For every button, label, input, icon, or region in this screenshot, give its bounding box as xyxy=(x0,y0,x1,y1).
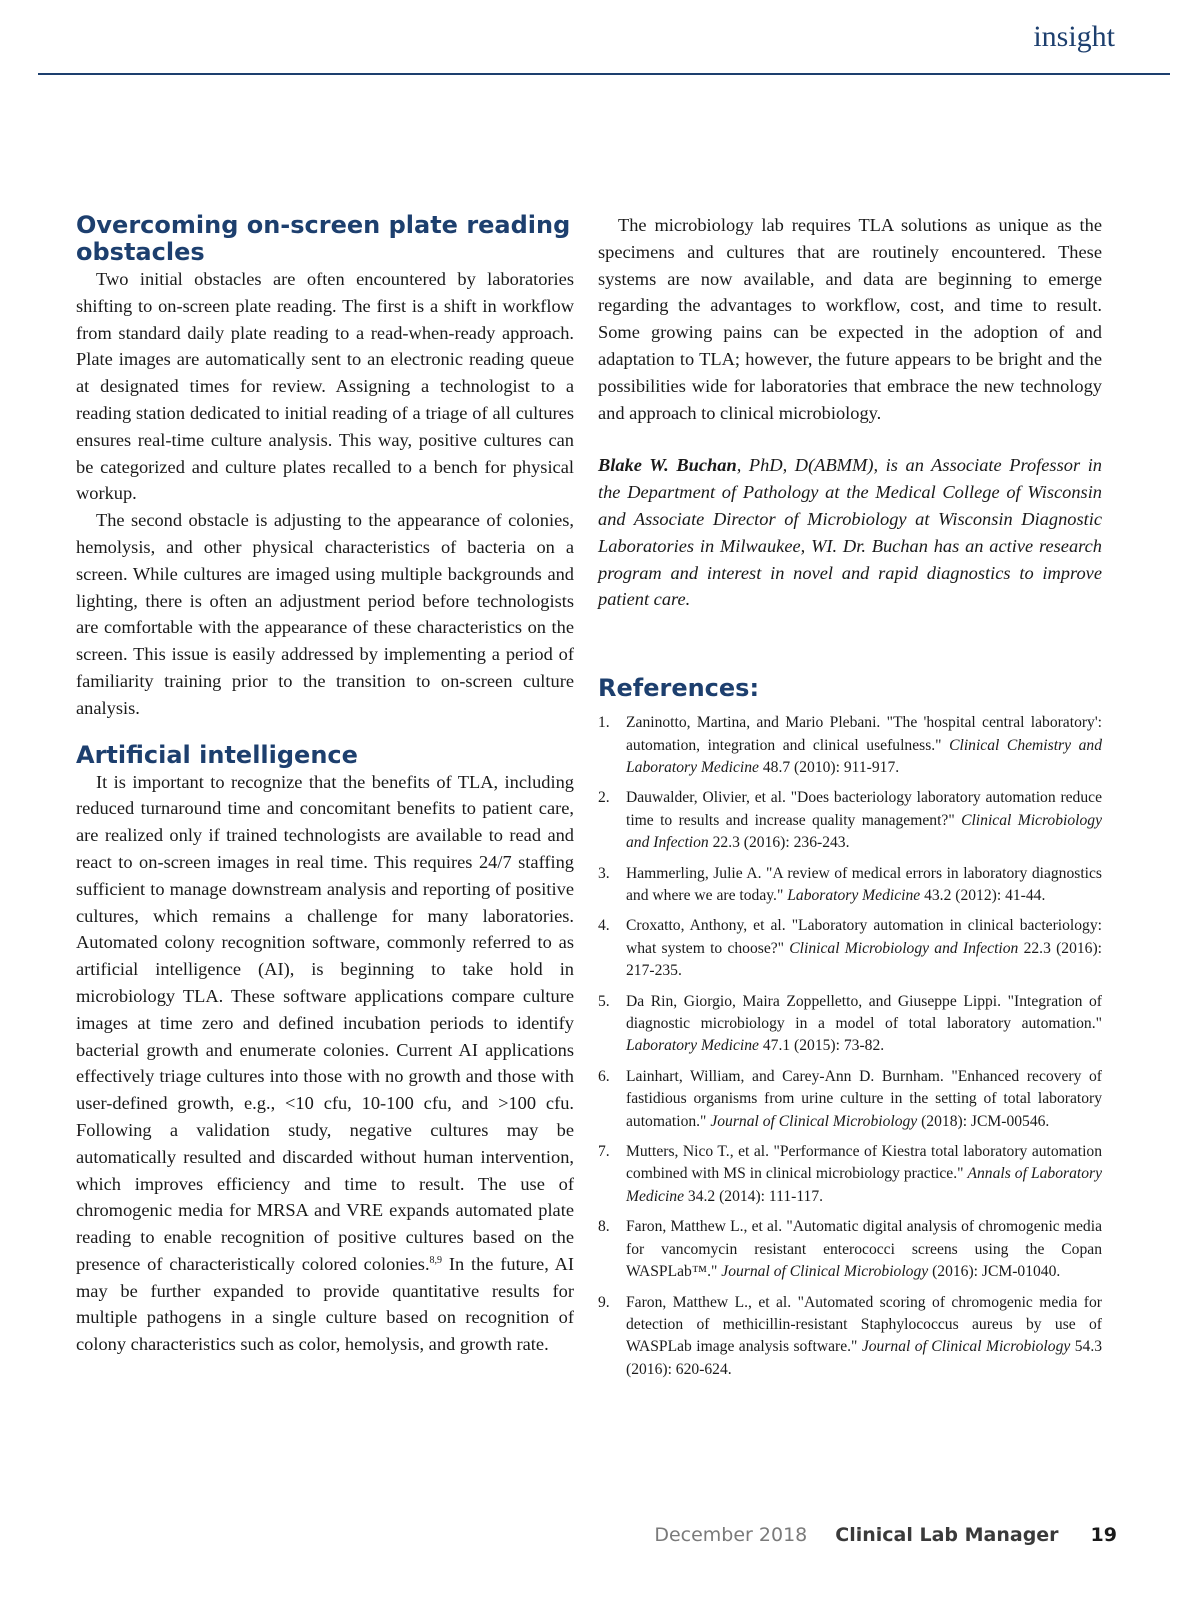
reference-text: Hammerling, Julie A. "A review of medical errors in laboratory diagnostics and where we are today." xyxy=(626,864,1102,904)
reference-journal: Laboratory Medicine xyxy=(626,1037,759,1055)
reference-number: 2. xyxy=(598,789,610,807)
reference-journal: Journal of Clinical Microbiology xyxy=(861,1338,1071,1356)
reference-number: 3. xyxy=(598,864,610,882)
reference-number: 9. xyxy=(598,1293,610,1311)
reference-details: 22.3 (2016): 236-243. xyxy=(708,834,850,852)
reference-details: 43.2 (2012): 41-44. xyxy=(920,887,1046,904)
reference-journal: Journal of Clinical Microbiology xyxy=(721,1263,929,1281)
reference-details: 22.3 (2016): 217-235. xyxy=(626,939,1102,980)
reference-item xyxy=(598,1292,1102,1382)
reference-number: 7. xyxy=(598,1143,610,1161)
reference-journal: Journal of Clinical Microbiology xyxy=(710,1112,918,1130)
reference-text: Mutters, Nico T., et al. "Performance of Kiestra total laboratory automation combined with MS in clinical microbiology practice." xyxy=(626,1143,1102,1183)
reference-text: Croxatto, Anthony, et al. "Laboratory automation in clinical bacteriology: what system to choose?" xyxy=(626,917,1102,957)
reference-details: 48.7 (2010): 911-917. xyxy=(758,758,900,776)
left-column xyxy=(76,212,574,1358)
reference-item xyxy=(598,915,1102,982)
reference-details: 54.3 (2016): 620-624. xyxy=(626,1338,1103,1378)
reference-details: 47.1 (2015): 73-82. xyxy=(758,1037,885,1055)
reference-item xyxy=(598,863,1102,908)
paragraph-obstacles-1: Two initial obstacles are often encountered by laboratories shifting to on-screen plate reading. The first is a shift in workflow from standard daily plate reading to a read-when-ready approach. Plate images are automatically sent to an electronic reading queue at designated times for review. Assigning a technologist to a reading station dedicated to initial reading of a triage of all cultures ensures real-time culture analysis. This way, positive cultures can be categorized and culture plates recalled to a bench for physical workup. xyxy=(76,269,574,504)
header-section-label: insight xyxy=(1033,20,1115,53)
heading-ai: Artificial intelligence xyxy=(76,740,358,769)
author-name: Blake W. Buchan xyxy=(598,455,737,476)
reference-item xyxy=(598,712,1102,779)
reference-journal: Clinical Microbiology and Infection xyxy=(789,939,1019,957)
reference-number: 5. xyxy=(598,992,610,1010)
references-heading: References: xyxy=(598,674,760,703)
reference-number: 4. xyxy=(598,917,610,935)
paragraph-ai-main: It is important to recognize that the benefits of TLA, including reduced turnaround time and concomitant benefits to patient care, are realized only if trained technologists are available to read and react to on-screen images in real time. This requires 24/7 staffing sufficient to manage downstream analysis and reporting of positive cultures, which remains a challenge for many laboratories. Automated colony recognition software, commonly referred to as artificial intelligence (AI), is beginning to take hold in microbiology TLA. These software applications compare culture images at time zero and defined incubation periods to identify bacterial growth and enumerate colonies. Current AI applications effectively triage cultures into those with no growth and those with user-defined growth, e.g., <10 cfu, 10-100 cfu, and >100 cfu. Following a validation study, negative cultures may be automatically resulted and discarded without human intervention, which improves efficiency and time to result. The use of chromogenic media for MRSA and VRE expands automated plate reading to enable recognition of positive cultures based on the presence of characteristically colored colonies. xyxy=(76,771,574,1274)
reference-number: 1. xyxy=(598,714,610,732)
reference-item xyxy=(598,1066,1102,1133)
reference-text: Dauwalder, Olivier, et al. "Does bacteriology laboratory automation reduce time to results and increase quality management?" xyxy=(626,789,1102,829)
reference-text: Zaninotto, Martina, and Mario Plebani. "The 'hospital central laboratory': automation, integration and clinical usefulness." xyxy=(626,714,1102,754)
reference-item xyxy=(598,991,1102,1058)
page-number: 19 xyxy=(1090,1524,1117,1546)
header-rule xyxy=(38,73,1170,75)
reference-text: Da Rin, Giorgio, Maira Zoppelletto, and Giuseppe Lippi. "Integration of diagnostic microbiology in a model of total laboratory automation." xyxy=(626,992,1102,1033)
page-footer xyxy=(654,1524,1117,1546)
citation-superscript: 8,9 xyxy=(429,1254,443,1266)
reference-item xyxy=(598,787,1102,854)
references-list xyxy=(598,712,1102,1381)
heading-plate-reading: Overcoming on-screen plate reading obstacles xyxy=(76,211,571,266)
reference-journal: Clinical Microbiology and Infection xyxy=(626,811,1103,852)
reference-number: 8. xyxy=(598,1218,610,1236)
reference-details: (2016): JCM-01040. xyxy=(928,1263,1061,1281)
reference-text: Faron, Matthew L., et al. "Automated scoring of chromogenic media for detection of methicillin-resistant Staphylococcus aureus by use of WASPLab image analysis software." xyxy=(626,1293,1102,1356)
paragraph-obstacles-2: The second obstacle is adjusting to the appearance of colonies, hemolysis, and other physical characteristics of bacteria on a screen. While cultures are imaged using multiple backgrounds and lighting, there is often an adjustment period before technologists are comfortable with the appearance of these characteristics on the screen. This issue is easily addressed by implementing a period of familiarity training prior to the transition to on-screen culture analysis. xyxy=(76,510,574,718)
reference-text: Faron, Matthew L., et al. "Automatic digital analysis of chromogenic media for vancomycin resistant enterococci screens using the Copan WASPLab™." xyxy=(626,1218,1102,1281)
reference-item xyxy=(598,1141,1102,1208)
reference-item xyxy=(598,1216,1102,1283)
reference-details: (2018): JCM-00546. xyxy=(917,1112,1050,1130)
author-bio xyxy=(598,452,1102,613)
issue-date: December 2018 xyxy=(654,1524,808,1546)
reference-journal: Annals of Laboratory Medicine xyxy=(626,1165,1103,1205)
reference-text: Lainhart, William, and Carey-Ann D. Burnham. "Enhanced recovery of fastidious organisms from urine culture in the setting of total laboratory automation." xyxy=(626,1067,1102,1130)
author-bio-text: , PhD, D(ABMM), is an Associate Professor in the Department of Pathology at the Medical College of Wisconsin and Associate Director of Microbiology at Wisconsin Diagnostic Laboratories in Milwaukee, WI. Dr. Buchan has an active research program and interest in novel and rapid diagnostics to improve patient care. xyxy=(598,455,1103,610)
paragraph-ai xyxy=(76,769,574,1359)
reference-details: 34.2 (2014): 111-117. xyxy=(684,1187,824,1205)
reference-journal: Clinical Chemistry and Laboratory Medicine xyxy=(626,736,1102,776)
reference-number: 6. xyxy=(598,1067,610,1085)
right-column xyxy=(598,212,1102,1389)
paragraph-ai-tail: In the future, AI may be further expanded to provide quantitative results for multiple pathogens in a single culture based on recognition of colony characteristics such as color, hemolysis, and growth rate. xyxy=(76,1253,575,1355)
paragraph-conclusion: The microbiology lab requires TLA solutions as unique as the specimens and cultures that are routinely encountered. These systems are now available, and data are beginning to emerge regarding the advantages to workflow, cost, and time to result. Some growing pains can be expected in the adoption of and adaptation to TLA; however, the future appears to be bright and the possibilities wide for laboratories that embrace the new technology and approach to clinical microbiology. xyxy=(598,215,1102,423)
magazine-name: Clinical Lab Manager xyxy=(835,1524,1059,1546)
reference-journal: Laboratory Medicine xyxy=(787,887,921,904)
